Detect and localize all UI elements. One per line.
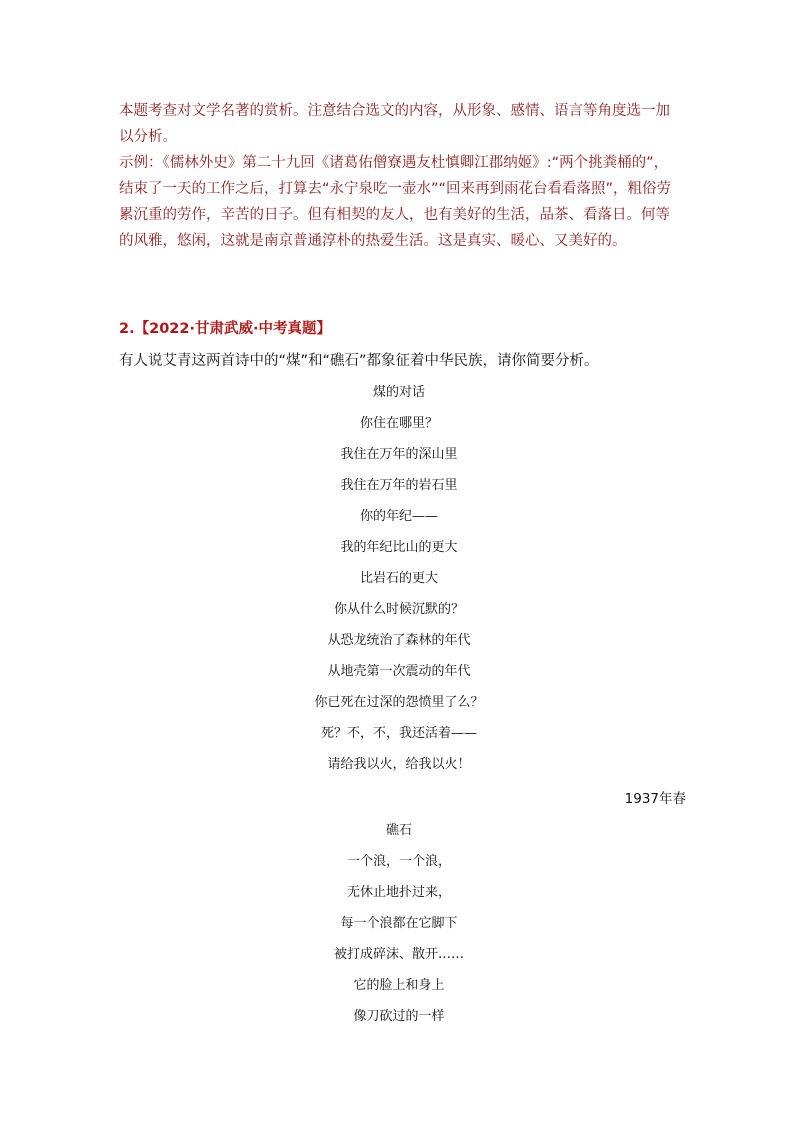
poem-coal-dialogue (119, 377, 679, 780)
poem-line: 我住在万年的岩石里 (340, 478, 458, 493)
poem-line: 比岩石的更大 (359, 571, 438, 586)
analysis-paragraph-2: 示例：《儒林外史》第二十九回《诸葛佑僧寮遇友杜慎卿江郡纳姬》:“两个挑粪桶的”，结束了一天的工作之后，打算去“永宁泉吃一壶水”“回来再到雨花台看看落照”，粗俗劳累沉重的劳作，辛苦的日子。但有相契的友人，也有美好的生活，品茶、看落日。何等的风雅，悠闲，这就是南京普通淳朴的热爱生活。这是真实、暖心、又美好的。 (119, 155, 672, 249)
poem-line: 像刀砍过的一样 (353, 1009, 445, 1024)
poem-line: 你的年纪—— (359, 509, 438, 524)
poem-line: 我住在万年的深山里 (340, 447, 458, 462)
poem-line: 我的年纪比山的更大 (340, 540, 458, 555)
poem-line: 无休止地扑过来， (346, 885, 451, 900)
poem-line: 被打成碎沫、散开…… (333, 947, 464, 962)
poem-line: 每一个浪都在它脚下 (340, 916, 458, 931)
poem-title: 礁石 (385, 823, 412, 838)
poem-date: 1937年春 (624, 791, 686, 807)
poem-title: 煤的对话 (372, 385, 425, 400)
poem-line: 你住在哪里？ (359, 416, 438, 431)
poem-line: 从恐龙统治了森林的年代 (327, 633, 471, 648)
poem-line: 你从什么时候沉默的？ (333, 602, 464, 617)
poem-line: 它的脸上和身上 (353, 978, 445, 993)
analysis-paragraph-1: 本题考查对文学名著的赏析。注意结合选文的内容，从形象、感情、语言等角度选一加以分析。 (119, 103, 670, 145)
question-header (119, 316, 331, 342)
poem-line: 死？不，不，我还活着—— (320, 726, 477, 741)
poem-line: 从地壳第一次震动的年代 (327, 664, 471, 679)
question-source: 【2022·甘肃武威·中考真题】 (134, 321, 331, 337)
poem-line: 请给我以火，给我以火！ (327, 757, 471, 772)
poem-line: 你已死在过深的怨愤里了么？ (314, 695, 484, 710)
answer-analysis (119, 98, 679, 254)
question-text: 有人说艾青这两首诗中的“煤”和“礁石”都象征着中华民族，请你简要分析。 (119, 353, 599, 369)
poem-reef (119, 815, 679, 1032)
poem-line: 一个浪，一个浪， (346, 854, 451, 869)
question-number: 2. (119, 321, 135, 337)
